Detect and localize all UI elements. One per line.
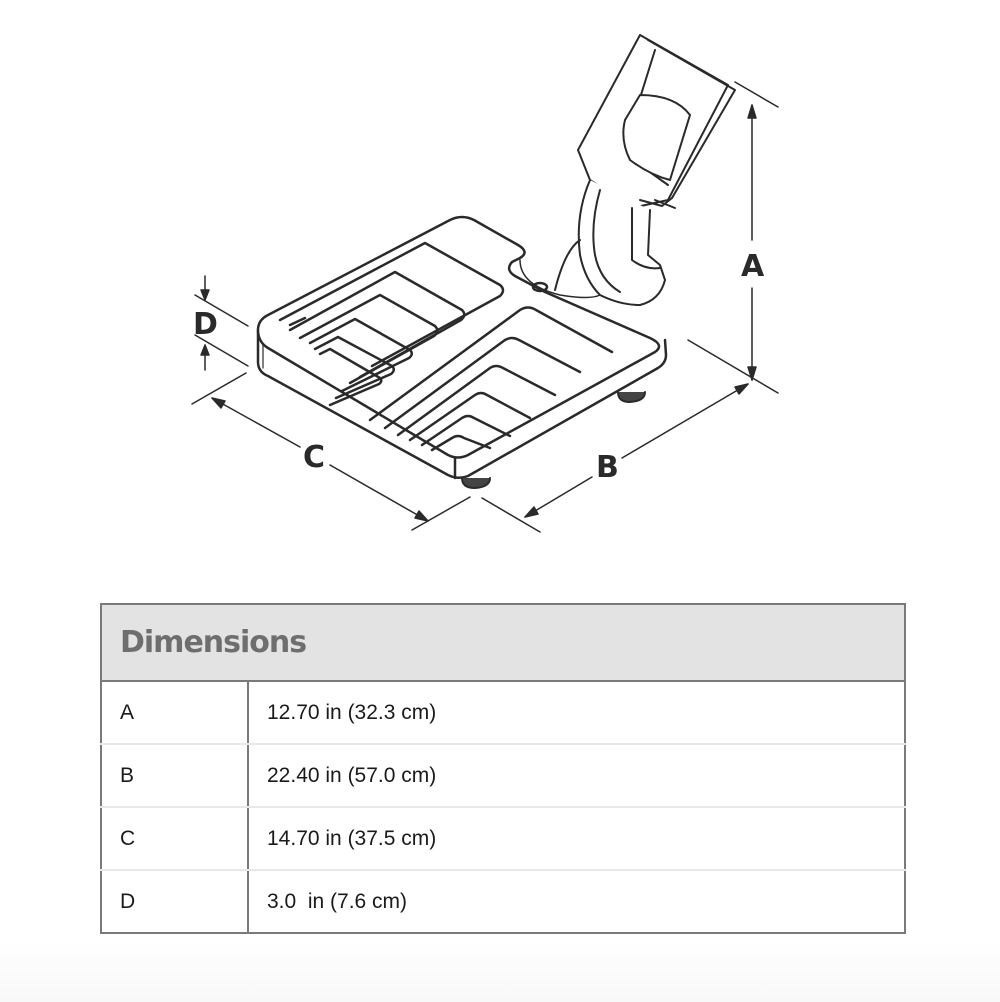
- dimension-value: 14.70 in (37.5 cm): [248, 807, 905, 870]
- dimension-value: 12.70 in (32.3 cm): [248, 681, 905, 744]
- label-c: C: [303, 440, 326, 475]
- table-row: [101, 807, 905, 870]
- table-row: [101, 870, 905, 933]
- dimension-key: A: [101, 681, 248, 744]
- label-d: D: [193, 307, 218, 342]
- dimension-value: 3.0 in (7.6 cm): [267, 889, 408, 913]
- dimensions-table: [100, 603, 906, 934]
- dimension-key: C: [101, 807, 248, 870]
- table-row: [101, 681, 905, 744]
- dimension-key: B: [101, 744, 248, 807]
- table-row: [101, 744, 905, 807]
- display-column: [555, 35, 735, 305]
- table-title: Dimensions: [101, 604, 905, 681]
- label-a: A: [741, 249, 765, 284]
- dimension-value: 22.40 in (57.0 cm): [248, 744, 905, 807]
- dimension-key: D: [101, 870, 248, 933]
- table-header-row: [101, 604, 905, 681]
- label-b: B: [596, 450, 619, 485]
